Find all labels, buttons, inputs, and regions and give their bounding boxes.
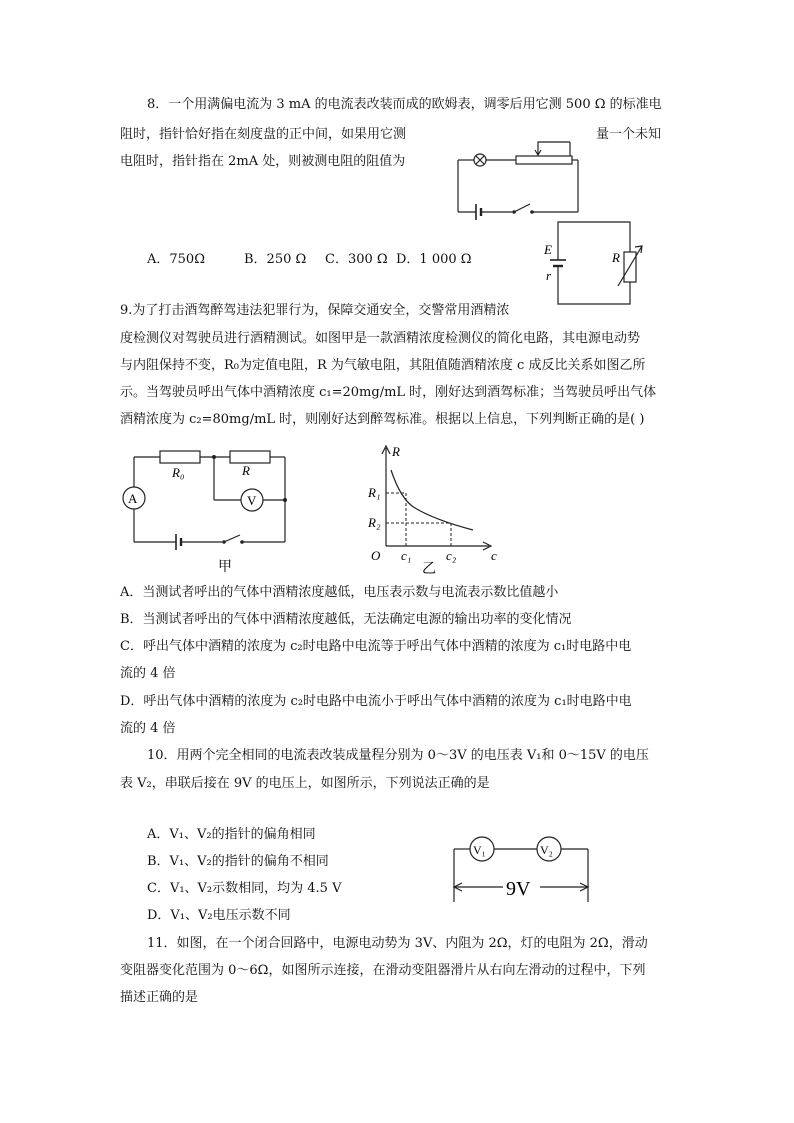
- q9-ammeter-label: A: [128, 491, 138, 506]
- q8-line-3: 电阻时，指针指在 2mA 处，则被测电阻的阻值为: [120, 154, 406, 169]
- q8-label-E: E: [544, 242, 552, 257]
- q8-label-R: R: [612, 250, 620, 265]
- q9-graph-xlabel: c: [491, 548, 497, 563]
- q9-graph-c1: c₁: [401, 548, 412, 563]
- q9-option-b: B．当测试者呼出的气体中酒精浓度越低，无法确定电源的输出功率的变化情况: [120, 612, 572, 627]
- q10-option-c: C．V₁、V₂示数相同，均为 4.5 V: [147, 881, 342, 896]
- q8-label-r: r: [546, 268, 552, 283]
- q9-line-4: 示。当驾驶员呼出气体中酒精浓度 c₁=20mg/mL 时，刚好达到酒驾标准；当驾驶员呼出气体: [120, 385, 657, 400]
- q8-option-b: B．250 Ω: [244, 252, 307, 267]
- q9-graph-c2: c₂: [446, 548, 457, 563]
- q9-option-c-line-2: 流的 4 倍: [120, 666, 176, 681]
- q9-figure-jia-circuit: [120, 447, 300, 577]
- q9-graph-R2: R₂: [368, 515, 381, 530]
- q11-line-3: 描述正确的是: [120, 990, 199, 1005]
- q10-voltage-label: 9V: [506, 878, 531, 900]
- q8-option-c: C．300 Ω: [325, 252, 388, 267]
- q9-option-a: A．当测试者呼出的气体中酒精浓度越低，电压表示数与电流表示数比值越小: [120, 585, 559, 600]
- q10-option-b: B．V₁、V₂的指针的偏角不相同: [147, 854, 329, 869]
- q8-line-1: 8．一个用满偏电流为 3 mA 的电流表改装而成的欧姆表，调零后用它测 500 Ω 的标准电: [147, 97, 662, 112]
- q8-option-d: D．1 000 Ω: [396, 252, 472, 267]
- q10-voltmeter-series-figure: [448, 832, 596, 908]
- q11-line-1: 11．如图，在一个闭合回路中，电源电动势为 3V、内阻为 2Ω，灯的电阻为 2Ω，滑动: [147, 936, 648, 951]
- q10-v2-label: V₂: [540, 843, 553, 857]
- q9-label-R: R: [242, 463, 250, 478]
- q9-line-2: 度检测仪对驾驶员进行酒精测试。如图甲是一款酒精浓度检测仪的简化电路，其电源电动势: [120, 331, 641, 346]
- q9-graph-origin: O: [371, 548, 381, 563]
- q9-voltmeter-label: V: [247, 493, 257, 508]
- q9-label-R0: R₀: [172, 465, 185, 480]
- q8-line-2a: 阻时，指针恰好指在刻度盘的正中间，如果用它测: [120, 127, 407, 142]
- q9-line-3: 与内阻保持不变，R₀为定值电阻，R 为气敏电阻，其阻值随酒精浓度 c 成反比关系如图乙所: [120, 358, 646, 373]
- q10-option-a: A．V₁、V₂的指针的偏角相同: [147, 827, 316, 842]
- q9-graph-R1: R₁: [368, 485, 381, 500]
- q11-line-2: 变阻器变化范围为 0～6Ω，如图所示连接，在滑动变阻器滑片从右向左滑动的过程中，下列: [120, 963, 646, 978]
- q9-line-5: 酒精浓度为 c₂=80mg/mL 时，则刚好达到醉驾标准。根据以上信息，下列判断正确的是( ): [120, 412, 645, 427]
- q9-option-d-line-1: D．呼出气体中酒精的浓度为 c₂时电路中电流小于呼出气体中酒精的浓度为 c₁时电路中电: [120, 694, 632, 709]
- q8-option-a: A．750Ω: [147, 252, 205, 267]
- q9-line-1: 9.为了打击酒驾醉驾违法犯罪行为，保障交通安全，交警常用酒精浓: [120, 303, 510, 318]
- q10-line-1: 10．用两个完全相同的电流表改装成量程分别为 0～3V 的电压表 V₁和 0～15V 的电压: [147, 748, 649, 763]
- q8-line-2b: 量一个未知: [596, 127, 662, 142]
- q8-circuit-lamp-rheostat: [450, 138, 590, 220]
- q9-graph-ylabel: R: [392, 444, 400, 459]
- q8-circuit-source-resistor: [538, 216, 648, 308]
- q10-v1-label: V₁: [473, 843, 486, 857]
- q9-caption-yi: 乙: [422, 562, 436, 577]
- q9-option-c-line-1: C．呼出气体中酒精的浓度为 c₂时电路中电流等于呼出气体中酒精的浓度为 c₁时电路中电: [120, 639, 632, 654]
- q10-line-2: 表 V₂，串联后接在 9V 的电压上，如图所示，下列说法正确的是: [120, 776, 490, 791]
- q10-option-d: D．V₁、V₂电压示数不同: [147, 908, 291, 923]
- q9-option-d-line-2: 流的 4 倍: [120, 721, 176, 736]
- q9-figure-yi-graph: [365, 440, 510, 575]
- q9-caption-jia: 甲: [218, 560, 232, 575]
